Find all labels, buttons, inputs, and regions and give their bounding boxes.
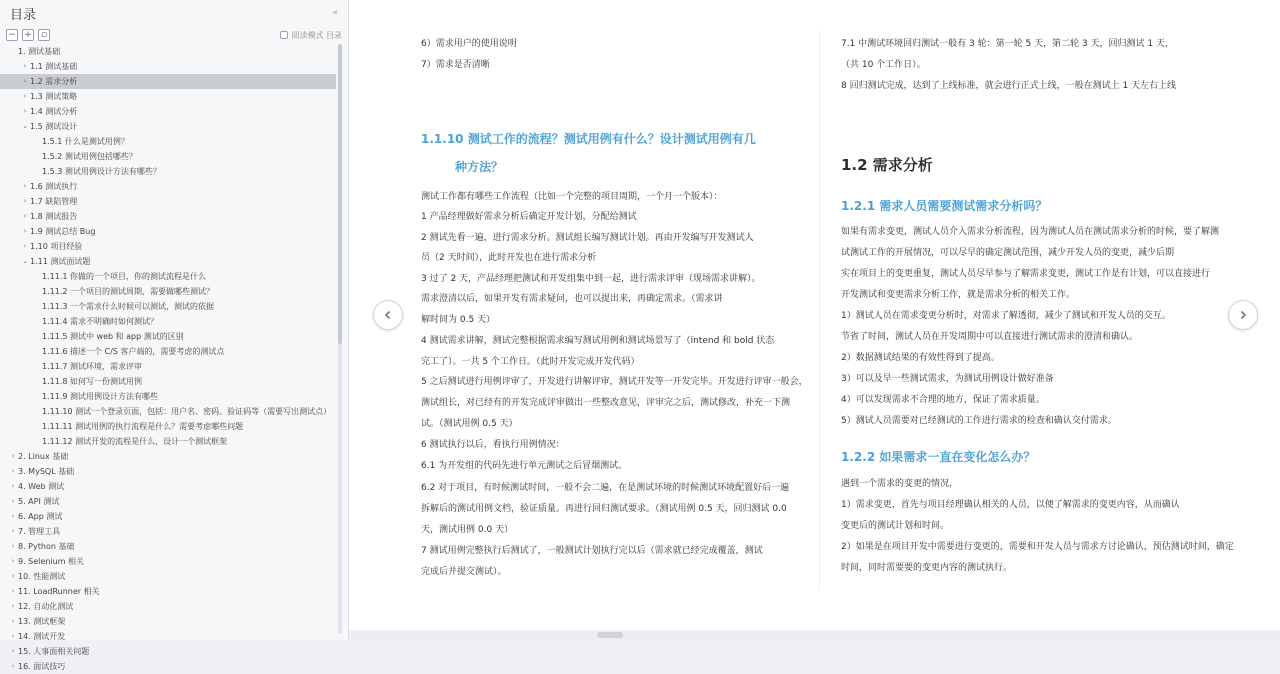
sidebar-scroll-thumb[interactable] [338, 44, 342, 344]
body-text-line: 6.1 为开发组的代码先进行单元测试之后冒烟测试。 [421, 461, 628, 471]
toc-item[interactable] [0, 644, 336, 659]
chevron-right-icon[interactable]: › [23, 182, 27, 190]
collapse-all-icon[interactable]: − [6, 29, 18, 41]
toc-item-label: 1. 测试基础 [18, 47, 61, 56]
body-text-line: 员（2 天时间），此时开发也在进行需求分析 [421, 253, 597, 263]
sidebar-header [0, 0, 348, 26]
toc-item-label: 1.5.1 什么是测试用例？ [42, 137, 129, 146]
chevron-right-icon[interactable]: › [11, 587, 15, 595]
toc-item-label: 1.5.2 测试用例包括哪些？ [42, 152, 137, 161]
toc-item-label: 1.11.6 描述一个 C/S 客户端的，需要考虑的测试点 [42, 347, 225, 356]
body-text-line: 2 测试先看一遍，进行需求分析。测试组长编写测试计划。再由开发编写开发测试人 [421, 233, 754, 243]
toc-item[interactable] [0, 59, 336, 74]
subsection-heading: 1.2.1 需求人员需要测试需求分析吗？ [841, 199, 1048, 213]
toc-item[interactable] [0, 179, 336, 194]
chevron-right-icon[interactable]: › [11, 647, 15, 655]
sidebar-title: 目录 [10, 7, 37, 23]
toc-item[interactable] [0, 74, 336, 89]
toc-item-label: 1.9 测试总结 Bug [30, 227, 96, 236]
toc-item[interactable] [0, 329, 336, 344]
toc-item-label: 6. App 测试 [18, 512, 63, 521]
toc-item-label: 12. 自动化测试 [18, 602, 74, 611]
chevron-right-icon[interactable]: › [23, 92, 27, 100]
body-text-line: 天，测试用例 0.0 天） [421, 525, 514, 535]
toc-item[interactable] [0, 509, 336, 524]
chevron-right-icon[interactable]: › [11, 482, 15, 490]
toc-item[interactable] [0, 359, 336, 374]
toc-item-label: 1.7 缺陷管理 [30, 197, 78, 206]
toc-item[interactable] [0, 164, 336, 179]
toc-sidebar [0, 0, 349, 671]
chevron-right-icon[interactable]: › [11, 572, 15, 580]
toc-item-label: 1.11.9 测试用例设计方法有哪些 [42, 392, 158, 401]
toc-item-label: 9. Selenium 相关 [18, 557, 85, 566]
body-text-line: 开发测试和变更需求分析工作，就是需求分析的相关工作。 [841, 290, 1076, 300]
chevron-right-icon[interactable]: › [11, 527, 15, 535]
toc-item[interactable] [0, 149, 336, 164]
chevron-right-icon[interactable]: › [23, 227, 27, 235]
toc-item[interactable] [0, 44, 336, 59]
toc-item-label: 1.6 测试执行 [30, 182, 78, 191]
chevron-right-icon[interactable]: › [11, 467, 15, 475]
toc-item-label: 5. API 测试 [18, 497, 60, 506]
body-text-line: 8 回归测试完成，达到了上线标准，就会进行正式上线，一般在测试上 1 天左右上线 [841, 81, 1177, 91]
toc-item[interactable] [0, 299, 336, 314]
next-page-button[interactable] [1228, 300, 1258, 330]
body-text-line: 7.1 中测试环境回归测试一般有 3 轮：第一轮 5 天，第二轮 3 天，回归测试 1 天， [841, 39, 1174, 49]
sidebar-toolbar [0, 26, 348, 44]
toc-item[interactable] [0, 464, 336, 479]
body-text-line: （共 10 个工作日）。 [841, 60, 926, 70]
toc-item[interactable] [0, 524, 336, 539]
toc-item-label: 8. Python 基础 [18, 542, 75, 551]
toc-item[interactable] [0, 554, 336, 569]
body-text-line: 5）测试人员需要对已经测试的工作进行需求的检查和确认交付需求。 [841, 416, 1117, 426]
body-text-line: 2）如果是在项目开发中需要进行变更的，需要和开发人员与需求方讨论确认，预估测试时间，确定 [841, 542, 1234, 552]
expand-all-icon[interactable]: + [22, 29, 34, 41]
chevron-down-icon[interactable]: ⌄ [22, 122, 28, 130]
body-text-line: 1）需求变更，首先与项目经理确认相关的人员，以便了解需求的变更内容，从而确认 [841, 500, 1180, 510]
chevron-right-icon[interactable]: › [23, 77, 27, 85]
toc-item[interactable] [0, 284, 336, 299]
body-text-line: 6）需求用户的使用说明 [421, 39, 517, 49]
body-text-line: 4）可以发现需求不合理的地方，保证了需求质量。 [841, 395, 1045, 405]
view-options-label: 阅读模式 目录 [291, 30, 342, 40]
toc-item-label: 3. MySQL 基础 [18, 467, 75, 476]
body-text-line: 5 之后测试进行用例评审了，开发进行讲解评审，测试开发等一开发完毕。开发进行评审一般会， [421, 377, 808, 387]
body-text-line: 试测试工作的开展情况，可以尽早的确定测试范围，减少开发人员的变更，减少后期 [841, 248, 1175, 258]
toc-item[interactable] [0, 209, 336, 224]
toc-item[interactable] [0, 89, 336, 104]
body-text-line: 1 产品经理做好需求分析后确定开发计划，分配给测试 [421, 212, 637, 222]
page-left [421, 0, 808, 625]
chevron-right-icon[interactable]: › [23, 212, 27, 220]
chevron-right-icon[interactable]: › [23, 242, 27, 250]
toc-item-label: 10. 性能测试 [18, 572, 66, 581]
body-text-line: 4 测试需求讲解，测试完整根据需求编写测试用例和测试场景写了（intend 和 bold 状态 [421, 336, 775, 346]
toc-item-label: 1.11 测试面试题 [30, 257, 91, 266]
body-text-line: 2）数据测试结果的有效性得到了提高。 [841, 353, 1000, 363]
toc-item[interactable] [0, 389, 336, 404]
chevron-right-icon[interactable]: › [11, 557, 15, 565]
chevron-right-icon[interactable]: › [11, 617, 15, 625]
chevron-right-icon[interactable]: › [11, 452, 15, 460]
view-mode-icon [280, 31, 288, 39]
chevron-right-icon [1238, 310, 1248, 320]
toc-item-label: 1.11.5 测试中 web 和 app 测试的区别 [42, 332, 184, 341]
chevron-right-icon[interactable]: › [11, 632, 15, 640]
toc-item[interactable] [0, 269, 336, 284]
body-text-line: 试。（测试用例 0.5 天） [421, 419, 518, 429]
toc-item-label: 1.8 测试报告 [30, 212, 78, 221]
bookmark-icon[interactable]: ▫ [38, 29, 50, 41]
section-heading-cont: 种方法？ [455, 160, 504, 174]
toc-item[interactable] [0, 539, 336, 554]
toc-item-label: 1.11.12 测试开发的流程是什么，设计一个测试框架 [42, 437, 228, 446]
body-text-line: 需求澄清以后，如果开发有需求疑问，也可以提出来，再确定需求。（需求讲 [421, 294, 723, 304]
toc-item-label: 15. 人事面相关问题 [18, 647, 90, 656]
subsection-heading: 1.2.2 如果需求一直在变化怎么办？ [841, 450, 1036, 464]
page-right [841, 0, 1234, 625]
sidebar-scrollbar[interactable] [338, 44, 342, 634]
chapter-heading: 1.2 需求分析 [841, 156, 933, 174]
toc-item[interactable] [0, 104, 336, 119]
section-heading: 1.1.10 测试工作的流程？测试用例有什么？设计测试用例有几 [421, 132, 756, 146]
view-options[interactable] [280, 30, 342, 41]
toc-item[interactable] [0, 254, 336, 269]
toc-item[interactable] [0, 659, 336, 674]
horizontal-scroll-thumb[interactable] [597, 632, 623, 638]
body-text-line: 6 测试执行以后，看执行用例情况： [421, 440, 565, 450]
toc-item-label: 1.11.2 一个项目的测试周期，需要做哪些测试？ [42, 287, 214, 296]
body-text-line: 节省了时间，测试人员在开发周期中可以直接进行测试需求的澄清和确认。 [841, 332, 1139, 342]
chevron-right-icon[interactable]: › [11, 497, 15, 505]
toc-item-label: 2. Linux 基础 [18, 452, 69, 461]
toc-item[interactable] [0, 569, 336, 584]
toc-item-label: 1.2 需求分析 [30, 77, 78, 86]
toc-item[interactable] [0, 614, 336, 629]
body-text-line: 7）需求是否清晰 [421, 60, 490, 70]
toc-item-label: 1.11.4 需求不明确时如何测试？ [42, 317, 158, 326]
toc-item[interactable] [0, 314, 336, 329]
chevron-right-icon[interactable]: › [23, 197, 27, 205]
body-text-line: 3 过了 2 天，产品经理把测试和开发组集中到一起，进行需求评审（现场需求讲解）。 [421, 274, 761, 284]
toc-tree [0, 44, 336, 674]
chevron-right-icon[interactable]: › [23, 62, 27, 70]
toc-item-label: 1.11.3 一个需求什么时候可以测试，测试的依据 [42, 302, 214, 311]
toc-item[interactable] [0, 119, 336, 134]
toc-item-label: 1.3 测试策略 [30, 92, 78, 101]
toc-item-label: 11. LoadRunner 相关 [18, 587, 100, 596]
chevron-right-icon[interactable]: › [11, 512, 15, 520]
body-text-line: 3）可以及早一些测试需求，为测试用例设计做好准备 [841, 374, 1054, 384]
toc-item[interactable] [0, 584, 336, 599]
toc-item-label: 1.11.1 你做的一个项目，你的测试流程是什么 [42, 272, 206, 281]
toc-item-label: 1.1 测试基础 [30, 62, 78, 71]
toc-item-label: 13. 测试框架 [18, 617, 66, 626]
toc-item[interactable] [0, 134, 336, 149]
chevron-left-icon [383, 310, 393, 320]
body-text-line: 完工了）。一共 5 个工作日。（此时开发完成开发代码） [421, 357, 640, 367]
toc-item-label: 4. Web 测试 [18, 482, 65, 491]
body-text-line: 实在项目上的变更重复，测试人员尽早参与了解需求变更，测试工作是有计划，可以直接进行 [841, 269, 1211, 279]
body-text-line: 解时间为 0.5 天） [421, 315, 496, 325]
toc-item-label: 16. 面试技巧 [18, 662, 66, 671]
toc-item-label: 1.5 测试设计 [30, 122, 78, 131]
toc-item[interactable] [0, 434, 336, 449]
toc-item-label: 1.11.11 测试用例的执行流程是什么？需要考虑哪些问题 [42, 422, 244, 431]
toc-item-label: 1.4 测试分析 [30, 107, 78, 116]
toc-item-label: 1.11.10 测试一个登录页面，包括：用户名、密码、验证码等（需要写出测试点） [42, 407, 332, 416]
body-text-line: 遇到一个需求的变更的情况， [841, 479, 959, 489]
toc-item-label: 7. 管理工具 [18, 527, 61, 536]
toc-item[interactable] [0, 194, 336, 209]
body-text-line: 测试工作都有哪些工作流程（比如一个完整的项目周期，一个月一个版本）： [421, 192, 723, 202]
toc-item-label: 1.11.8 如何写一份测试用例 [42, 377, 142, 386]
toc-item[interactable] [0, 239, 336, 254]
body-text-line: 拆解后的测试用例文档，验证质量。再进行回归测试要求。（测试用例 0.5 天，回归测试 0.0 [421, 504, 787, 514]
toc-item-label: 1.11.7 测试环境，需求评审 [42, 362, 142, 371]
body-text-line: 变更后的测试计划和时间。 [841, 521, 950, 531]
body-text-line: 测试组长，对已经有的开发完成评审做出一些整改意见，评审完之后，测试修改，补充一下测 [421, 398, 791, 408]
chevron-right-icon[interactable]: › [11, 662, 15, 670]
chevron-down-icon[interactable]: ⌄ [22, 257, 28, 265]
toc-item-label: 1.10 项目经验 [30, 242, 83, 251]
toc-item-label: 14. 测试开发 [18, 632, 66, 641]
document-viewer [349, 0, 1280, 640]
toc-item[interactable] [0, 404, 336, 419]
body-text-line: 完成后并提交测试）。 [421, 567, 507, 577]
toc-item[interactable] [0, 479, 336, 494]
chevron-right-icon[interactable]: › [11, 542, 15, 550]
chevron-right-icon[interactable]: › [23, 107, 27, 115]
page-divider [819, 30, 820, 590]
body-text-line: 时间，同时需要要的变更内容的测试执行。 [841, 563, 1013, 573]
toc-item[interactable] [0, 629, 336, 644]
toc-item-label: 1.5.3 测试用例设计方法有哪些？ [42, 167, 161, 176]
body-text-line: 1）测试人员在需求变更分析时，对需求了解透彻，减少了测试和开发人员的交互。 [841, 311, 1171, 321]
toc-item[interactable] [0, 449, 336, 464]
chevron-right-icon[interactable]: › [11, 602, 15, 610]
body-text-line: 如果有需求变更，测试人员介入需求分析流程，因为测试人员在测试需求分析的时候，要了解测 [841, 227, 1220, 237]
toc-item[interactable] [0, 419, 336, 434]
body-text-line: 6.2 对于项目，有时候测试时间，一般不会二遍，在是测试环境的时候测试环境配置好后一遍 [421, 483, 790, 493]
toc-item[interactable] [0, 494, 336, 509]
toc-item[interactable] [0, 374, 336, 389]
toc-item[interactable] [0, 224, 336, 239]
horizontal-scrollbar[interactable] [349, 630, 1280, 640]
prev-page-button[interactable] [373, 300, 403, 330]
toc-item[interactable] [0, 599, 336, 614]
collapse-sidebar-icon[interactable]: « [332, 8, 338, 18]
toc-item[interactable] [0, 344, 336, 359]
body-text-line: 7 测试用例完整执行后测试了，一般测试计划执行完以后（需求就已经完成覆盖，测试 [421, 546, 763, 556]
